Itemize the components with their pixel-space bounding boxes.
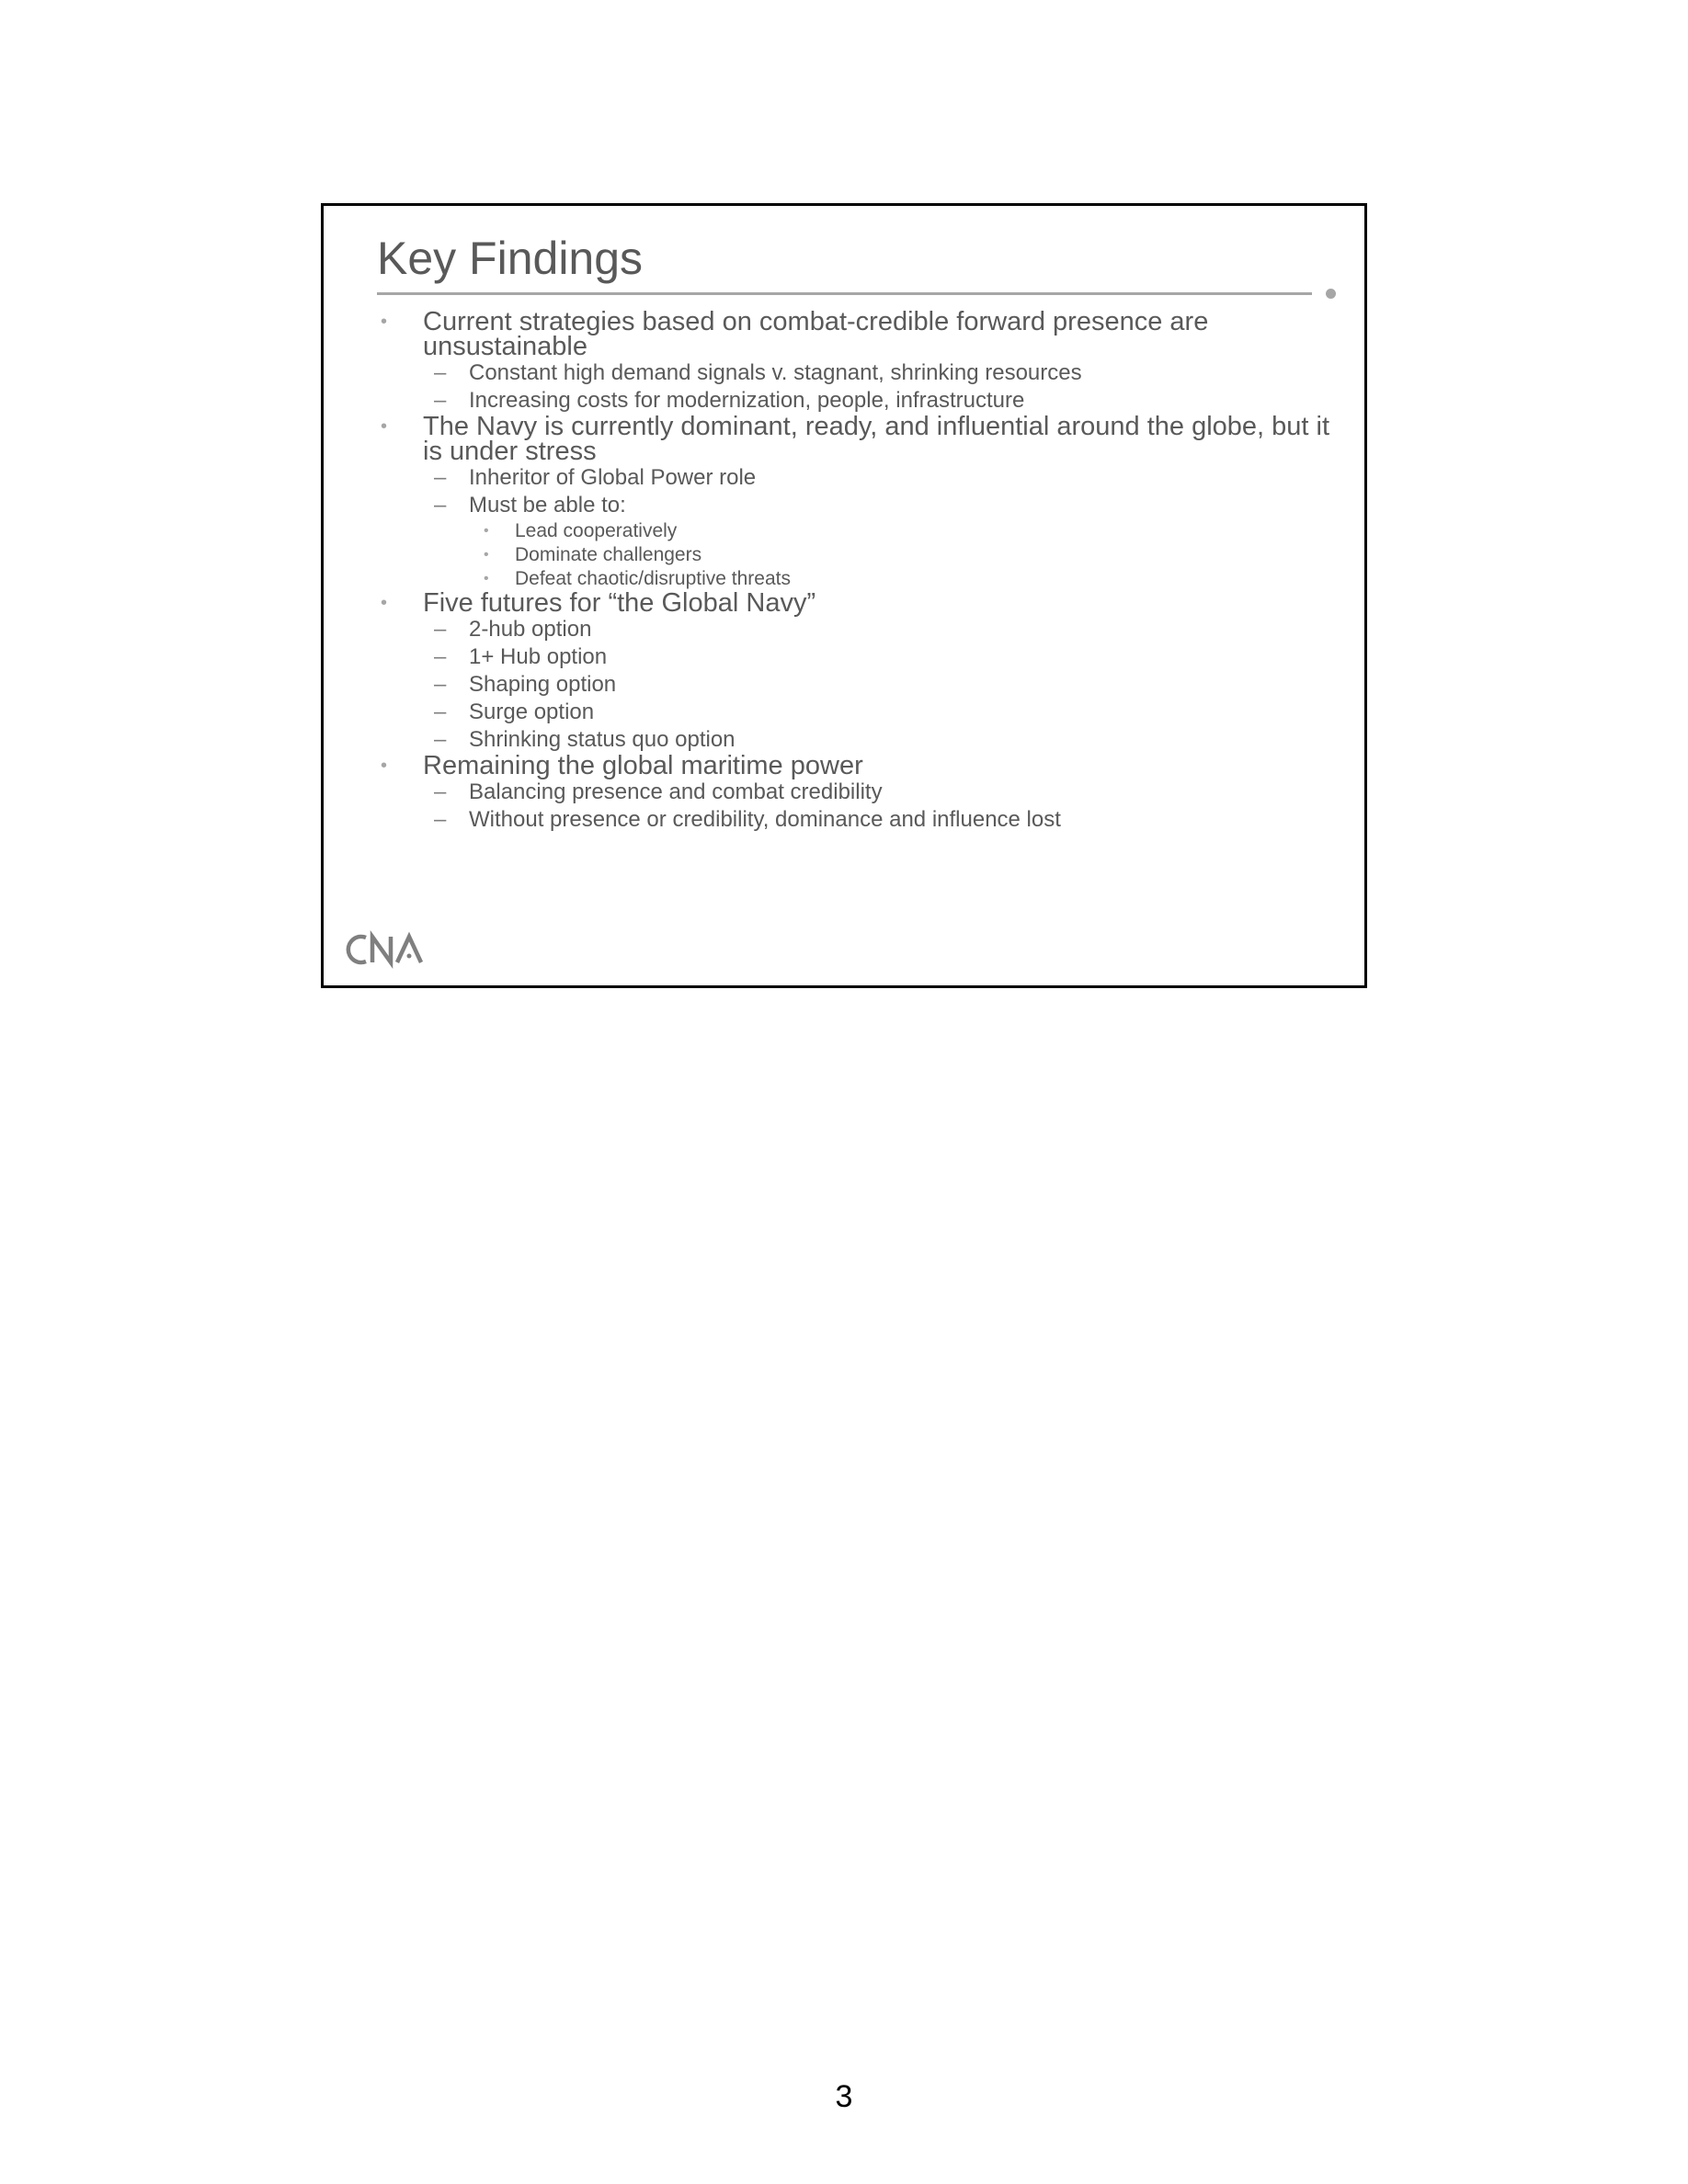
sub-bullet-text: Shaping option (469, 672, 617, 697)
bullet-text: Five futures for “the Global Navy” (423, 588, 816, 618)
sub-bullet-item (377, 779, 1324, 806)
sub-bullet-text: 2-hub option (469, 617, 592, 642)
bullet-text-continuation: unsustainable (423, 332, 587, 361)
sub-bullet-item (377, 387, 1324, 415)
bullet-dot-icon: • (381, 416, 388, 437)
title-underline-dot (1326, 289, 1336, 299)
sub-bullet-text: Constant high demand signals v. stagnant, shrinking resources (469, 360, 1082, 385)
dash-icon: – (434, 644, 447, 669)
sub-bullet-item (377, 616, 1324, 643)
sub-sub-bullet-item (377, 543, 1324, 567)
slide-frame (321, 203, 1367, 988)
sub-bullet-text: Shrinking status quo option (469, 727, 736, 752)
slide-title: Key Findings (377, 233, 644, 284)
dash-icon: – (434, 807, 447, 832)
dash-icon: – (434, 465, 447, 490)
bullet-item (377, 751, 1324, 780)
title-underline (377, 292, 1312, 295)
sub-sub-bullet-text: Dominate challengers (515, 544, 702, 565)
sub-bullet-item (377, 671, 1324, 699)
sub-bullet-item (377, 643, 1324, 671)
bullet-list (377, 307, 1330, 834)
sub-bullet-text: Must be able to: (469, 493, 626, 518)
cna-logo (342, 929, 434, 970)
bullet-text: Current strategies based on combat-credible forward presence are (423, 307, 1209, 336)
bullet-dot-icon: • (484, 547, 489, 563)
dash-icon: – (434, 779, 447, 804)
sub-bullet-text: Inheritor of Global Power role (469, 465, 757, 490)
bullet-item (377, 412, 1330, 466)
dash-icon: – (434, 617, 447, 642)
bullet-text: Remaining the global maritime power (423, 751, 863, 780)
bullet-text-continuation: is under stress (423, 437, 597, 466)
bullet-dot-icon: • (484, 571, 489, 586)
sub-bullet-item (377, 699, 1324, 726)
bullet-dot-icon: • (381, 756, 388, 776)
bullet-item (377, 588, 1324, 618)
sub-bullet-text: Balancing presence and combat credibility (469, 779, 883, 804)
bullet-dot-icon: • (484, 523, 489, 539)
sub-bullet-item (377, 726, 1324, 754)
sub-bullet-text: Without presence or credibility, dominance and influence lost (469, 807, 1061, 832)
sub-bullet-text: Surge option (469, 700, 595, 724)
dash-icon: – (434, 700, 447, 724)
sub-bullet-item (377, 806, 1324, 834)
bullet-dot-icon: • (381, 593, 388, 613)
sub-bullet-text: 1+ Hub option (469, 644, 608, 669)
dash-icon: – (434, 493, 447, 518)
sub-bullet-text: Increasing costs for modernization, people, infrastructure (469, 388, 1025, 413)
sub-bullet-item (377, 359, 1324, 387)
sub-sub-bullet-text: Defeat chaotic/disruptive threats (515, 568, 791, 589)
page-number: 3 (835, 2079, 853, 2114)
dash-icon: – (434, 727, 447, 752)
bullet-item (377, 307, 1324, 361)
bullet-text: The Navy is currently dominant, ready, and influential around the globe, but it (423, 412, 1330, 441)
sub-sub-bullet-item (377, 519, 1324, 543)
bullet-dot-icon: • (381, 312, 388, 332)
dash-icon: – (434, 672, 447, 697)
sub-sub-bullet-text: Lead cooperatively (515, 520, 678, 541)
sub-bullet-item (377, 492, 1324, 519)
sub-bullet-item (377, 464, 1324, 492)
dash-icon: – (434, 360, 447, 385)
dash-icon: – (434, 388, 447, 413)
